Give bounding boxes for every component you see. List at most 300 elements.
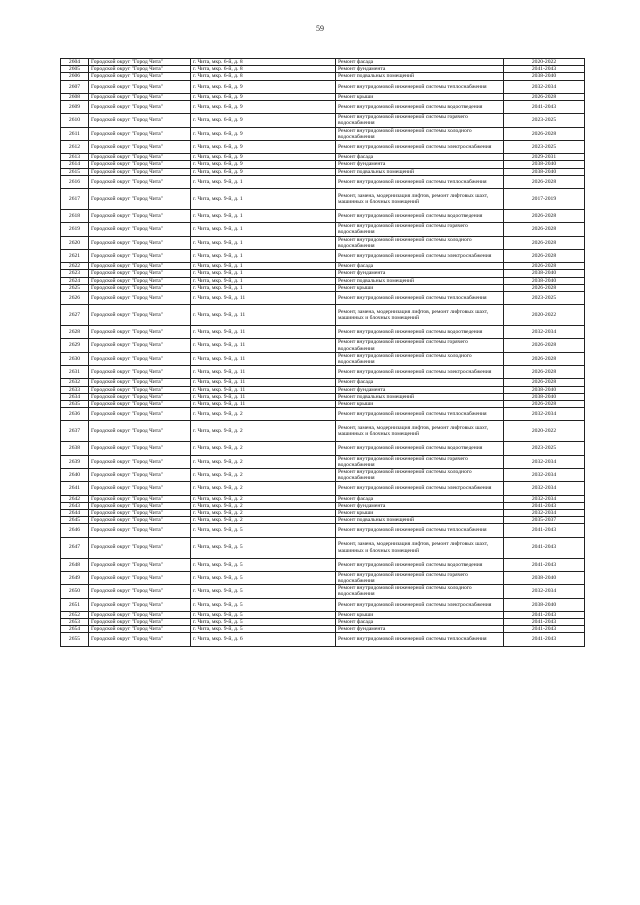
municipality-cell: Городской округ "Город Чита" (89, 482, 191, 495)
address-cell: г. Чита, мкр. 9-й, д. 11 (191, 326, 336, 339)
row-number: 2625 (61, 284, 89, 291)
address-cell: г. Чита, мкр. 9-й, д. 5 (191, 571, 336, 584)
repair-schedule-table (60, 58, 585, 647)
period-cell: 2023-2025 (504, 291, 585, 304)
period-cell: 2041-2043 (504, 66, 585, 73)
municipality-cell: Городской округ "Город Чита" (89, 442, 191, 455)
municipality-cell: Городской округ "Город Чита" (89, 141, 191, 154)
work-type-cell: Ремонт внутридомовой инженерной системы теплоснабжения (336, 175, 504, 188)
municipality-cell: Городской округ "Город Чита" (89, 524, 191, 537)
municipality-cell: Городской округ "Город Чита" (89, 66, 191, 73)
municipality-cell: Городской округ "Город Чита" (89, 236, 191, 249)
table-row (61, 408, 585, 421)
work-type-cell: Ремонт внутридомовой инженерной системы холодного водоснабжения (336, 468, 504, 481)
address-cell: г. Чита, мкр. 9-й, д. 1 (191, 175, 336, 188)
table-row (61, 421, 585, 442)
municipality-cell: Городской округ "Город Чита" (89, 277, 191, 284)
period-cell: 2038-2040 (504, 386, 585, 393)
address-cell: г. Чита, мкр. 9-й, д. 11 (191, 379, 336, 386)
table-row (61, 127, 585, 140)
period-cell: 2038-2040 (504, 571, 585, 584)
table-row (61, 352, 585, 365)
row-number: 2646 (61, 524, 89, 537)
table-row (61, 80, 585, 93)
municipality-cell: Городской округ "Город Чита" (89, 537, 191, 558)
address-cell: г. Чита, мкр. 9-й, д. 1 (191, 270, 336, 277)
table-row (61, 366, 585, 379)
work-type-cell: Ремонт фундамента (336, 386, 504, 393)
municipality-cell: Городской округ "Город Чита" (89, 188, 191, 209)
row-number: 2620 (61, 236, 89, 249)
period-cell: 2041-2043 (504, 537, 585, 558)
work-type-cell: Ремонт подвальных помещений (336, 73, 504, 80)
row-number: 2631 (61, 366, 89, 379)
period-cell: 2038-2040 (504, 161, 585, 168)
address-cell: г. Чита, мкр. 9-й, д. 5 (191, 618, 336, 625)
row-number: 2612 (61, 141, 89, 154)
work-type-cell: Ремонт фасада (336, 154, 504, 161)
work-type-cell: Ремонт, замена, модернизация лифтов, ремонт лифтовых шахт, машинных и блочных помещений (336, 305, 504, 326)
address-cell: г. Чита, мкр. 9-й, д. 2 (191, 468, 336, 481)
work-type-cell: Ремонт внутридомовой инженерной системы теплоснабжения (336, 633, 504, 646)
work-type-cell: Ремонт внутридомовой инженерной системы горячего водоснабжения (336, 114, 504, 127)
row-number: 2649 (61, 571, 89, 584)
municipality-cell: Городской округ "Город Чита" (89, 379, 191, 386)
table-row (61, 442, 585, 455)
address-cell: г. Чита, мкр. 6-й, д. 9 (191, 168, 336, 175)
address-cell: г. Чита, мкр. 6-й, д. 9 (191, 154, 336, 161)
municipality-cell: Городской округ "Город Чита" (89, 386, 191, 393)
address-cell: г. Чита, мкр. 6-й, д. 9 (191, 127, 336, 140)
row-number: 2609 (61, 101, 89, 114)
row-number: 2618 (61, 209, 89, 222)
municipality-cell: Городской округ "Город Чита" (89, 633, 191, 646)
period-cell: 2026-2028 (504, 379, 585, 386)
municipality-cell: Городской округ "Город Чита" (89, 509, 191, 516)
address-cell: г. Чита, мкр. 9-й, д. 2 (191, 502, 336, 509)
table-row (61, 73, 585, 80)
page-number: 59 (316, 24, 324, 33)
period-cell: 2038-2040 (504, 393, 585, 400)
row-number: 2655 (61, 633, 89, 646)
municipality-cell: Городской округ "Город Чита" (89, 571, 191, 584)
row-number: 2638 (61, 442, 89, 455)
address-cell: г. Чита, мкр. 9-й, д. 11 (191, 339, 336, 352)
work-type-cell: Ремонт крыши (336, 509, 504, 516)
address-cell: г. Чита, мкр. 9-й, д. 11 (191, 393, 336, 400)
address-cell: г. Чита, мкр. 9-й, д. 5 (191, 611, 336, 618)
municipality-cell: Городской округ "Город Чита" (89, 291, 191, 304)
municipality-cell: Городской округ "Город Чита" (89, 502, 191, 509)
table-row (61, 509, 585, 516)
row-number: 2606 (61, 73, 89, 80)
municipality-cell: Городской округ "Город Чита" (89, 455, 191, 468)
table-row (61, 284, 585, 291)
address-cell: г. Чита, мкр. 6-й, д. 9 (191, 161, 336, 168)
work-type-cell: Ремонт фасада (336, 618, 504, 625)
period-cell: 2026-2028 (504, 263, 585, 270)
row-number: 2608 (61, 93, 89, 100)
municipality-cell: Городской округ "Город Чита" (89, 618, 191, 625)
table-row (61, 209, 585, 222)
period-cell: 2038-2040 (504, 598, 585, 611)
municipality-cell: Городской округ "Город Чита" (89, 73, 191, 80)
row-number: 2639 (61, 455, 89, 468)
municipality-cell: Городской округ "Город Чита" (89, 175, 191, 188)
address-cell: г. Чита, мкр. 9-й, д. 5 (191, 537, 336, 558)
row-number: 2611 (61, 127, 89, 140)
period-cell: 2041-2043 (504, 558, 585, 571)
table-row (61, 114, 585, 127)
table-row (61, 223, 585, 236)
municipality-cell: Городской округ "Город Чита" (89, 80, 191, 93)
municipality-cell: Городской округ "Город Чита" (89, 366, 191, 379)
row-number: 2630 (61, 352, 89, 365)
table-row (61, 468, 585, 481)
municipality-cell: Городской округ "Город Чита" (89, 305, 191, 326)
period-cell: 2026-2028 (504, 127, 585, 140)
work-type-cell: Ремонт крыши (336, 611, 504, 618)
row-number: 2623 (61, 270, 89, 277)
table-row (61, 154, 585, 161)
table-row (61, 611, 585, 618)
period-cell: 2026-2028 (504, 236, 585, 249)
row-number: 2647 (61, 537, 89, 558)
work-type-cell: Ремонт внутридомовой инженерной системы электроснабжения (336, 598, 504, 611)
period-cell: 2032-2034 (504, 80, 585, 93)
work-type-cell: Ремонт внутридомовой инженерной системы теплоснабжения (336, 80, 504, 93)
row-number: 2613 (61, 154, 89, 161)
row-number: 2622 (61, 263, 89, 270)
address-cell: г. Чита, мкр. 6-й, д. 8 (191, 73, 336, 80)
period-cell: 2029-2031 (504, 154, 585, 161)
municipality-cell: Городской округ "Город Чита" (89, 209, 191, 222)
address-cell: г. Чита, мкр. 9-й, д. 5 (191, 558, 336, 571)
period-cell: 2032-2034 (504, 326, 585, 339)
address-cell: г. Чита, мкр. 6-й, д. 9 (191, 141, 336, 154)
period-cell: 2038-2040 (504, 270, 585, 277)
address-cell: г. Чита, мкр. 9-й, д. 2 (191, 442, 336, 455)
table-body (61, 59, 585, 647)
table-row (61, 249, 585, 262)
work-type-cell: Ремонт фасада (336, 263, 504, 270)
period-cell: 2017-2019 (504, 188, 585, 209)
work-type-cell: Ремонт внутридомовой инженерной системы водоотведения (336, 558, 504, 571)
period-cell: 2032-2034 (504, 455, 585, 468)
municipality-cell: Городской округ "Город Чита" (89, 598, 191, 611)
municipality-cell: Городской округ "Город Чита" (89, 127, 191, 140)
period-cell: 2026-2028 (504, 249, 585, 262)
period-cell: 2023-2025 (504, 442, 585, 455)
work-type-cell: Ремонт внутридомовой инженерной системы электроснабжения (336, 482, 504, 495)
municipality-cell: Городской округ "Город Чита" (89, 517, 191, 524)
table-row (61, 482, 585, 495)
row-number: 2652 (61, 611, 89, 618)
municipality-cell: Городской округ "Город Чита" (89, 93, 191, 100)
period-cell: 2041-2043 (504, 502, 585, 509)
period-cell: 2038-2040 (504, 168, 585, 175)
table-row (61, 59, 585, 66)
row-number: 2643 (61, 502, 89, 509)
table-row (61, 379, 585, 386)
table-row (61, 161, 585, 168)
work-type-cell: Ремонт, замена, модернизация лифтов, ремонт лифтовых шахт, машинных и блочных помещений (336, 421, 504, 442)
table-row (61, 339, 585, 352)
row-number: 2627 (61, 305, 89, 326)
address-cell: г. Чита, мкр. 9-й, д. 2 (191, 482, 336, 495)
municipality-cell: Городской округ "Город Чита" (89, 114, 191, 127)
row-number: 2640 (61, 468, 89, 481)
table-row (61, 326, 585, 339)
work-type-cell: Ремонт внутридомовой инженерной системы холодного водоснабжения (336, 585, 504, 598)
work-type-cell: Ремонт внутридомовой инженерной системы теплоснабжения (336, 291, 504, 304)
period-cell: 2026-2028 (504, 223, 585, 236)
period-cell: 2026-2028 (504, 175, 585, 188)
address-cell: г. Чита, мкр. 9-й, д. 1 (191, 277, 336, 284)
municipality-cell: Городской округ "Город Чита" (89, 270, 191, 277)
period-cell: 2026-2028 (504, 366, 585, 379)
address-cell: г. Чита, мкр. 9-й, д. 1 (191, 223, 336, 236)
work-type-cell: Ремонт внутридомовой инженерной системы электроснабжения (336, 366, 504, 379)
row-number: 2610 (61, 114, 89, 127)
table-row (61, 517, 585, 524)
period-cell: 2032-2034 (504, 585, 585, 598)
period-cell: 2035-2037 (504, 517, 585, 524)
row-number: 2653 (61, 618, 89, 625)
table-row (61, 537, 585, 558)
row-number: 2621 (61, 249, 89, 262)
table-row (61, 66, 585, 73)
period-cell: 2038-2040 (504, 73, 585, 80)
table-row (61, 188, 585, 209)
address-cell: г. Чита, мкр. 9-й, д. 2 (191, 495, 336, 502)
period-cell: 2026-2028 (504, 352, 585, 365)
row-number: 2654 (61, 626, 89, 633)
period-cell: 2032-2034 (504, 468, 585, 481)
period-cell: 2041-2043 (504, 633, 585, 646)
work-type-cell: Ремонт фасада (336, 495, 504, 502)
municipality-cell: Городской округ "Город Чита" (89, 223, 191, 236)
work-type-cell: Ремонт внутридомовой инженерной системы холодного водоснабжения (336, 236, 504, 249)
address-cell: г. Чита, мкр. 9-й, д. 2 (191, 408, 336, 421)
table-row (61, 175, 585, 188)
address-cell: г. Чита, мкр. 9-й, д. 1 (191, 209, 336, 222)
period-cell: 2032-2034 (504, 408, 585, 421)
municipality-cell: Городской округ "Город Чита" (89, 408, 191, 421)
address-cell: г. Чита, мкр. 9-й, д. 5 (191, 598, 336, 611)
row-number: 2607 (61, 80, 89, 93)
row-number: 2624 (61, 277, 89, 284)
municipality-cell: Городской округ "Город Чита" (89, 339, 191, 352)
table-row (61, 618, 585, 625)
address-cell: г. Чита, мкр. 9-й, д. 11 (191, 305, 336, 326)
table-row (61, 455, 585, 468)
table-row (61, 168, 585, 175)
row-number: 2637 (61, 421, 89, 442)
row-number: 2641 (61, 482, 89, 495)
work-type-cell: Ремонт, замена, модернизация лифтов, ремонт лифтовых шахт, машинных и блочных помещений (336, 188, 504, 209)
address-cell: г. Чита, мкр. 6-й, д. 9 (191, 80, 336, 93)
address-cell: г. Чита, мкр. 9-й, д. 5 (191, 585, 336, 598)
table-row (61, 101, 585, 114)
work-type-cell: Ремонт фасада (336, 59, 504, 66)
period-cell: 2041-2043 (504, 618, 585, 625)
municipality-cell: Городской округ "Город Чита" (89, 161, 191, 168)
address-cell: г. Чита, мкр. 9-й, д. 1 (191, 188, 336, 209)
table-row (61, 277, 585, 284)
work-type-cell: Ремонт фундамента (336, 626, 504, 633)
work-type-cell: Ремонт подвальных помещений (336, 168, 504, 175)
municipality-cell: Городской округ "Город Чита" (89, 59, 191, 66)
address-cell: г. Чита, мкр. 6-й, д. 9 (191, 101, 336, 114)
municipality-cell: Городской округ "Город Чита" (89, 263, 191, 270)
work-type-cell: Ремонт, замена, модернизация лифтов, ремонт лифтовых шахт, машинных и блочных помещений (336, 537, 504, 558)
table-row (61, 270, 585, 277)
municipality-cell: Городской округ "Город Чита" (89, 421, 191, 442)
municipality-cell: Городской округ "Город Чита" (89, 168, 191, 175)
period-cell: 2026-2028 (504, 339, 585, 352)
period-cell: 2023-2025 (504, 114, 585, 127)
table-row (61, 305, 585, 326)
municipality-cell: Городской округ "Город Чита" (89, 284, 191, 291)
work-type-cell: Ремонт внутридомовой инженерной системы электроснабжения (336, 249, 504, 262)
row-number: 2626 (61, 291, 89, 304)
address-cell: г. Чита, мкр. 9-й, д. 11 (191, 352, 336, 365)
table-row (61, 141, 585, 154)
work-type-cell: Ремонт внутридомовой инженерной системы горячего водоснабжения (336, 455, 504, 468)
period-cell: 2032-2034 (504, 482, 585, 495)
municipality-cell: Городской округ "Город Чита" (89, 495, 191, 502)
work-type-cell: Ремонт подвальных помещений (336, 393, 504, 400)
period-cell: 2041-2043 (504, 524, 585, 537)
row-number: 2648 (61, 558, 89, 571)
row-number: 2617 (61, 188, 89, 209)
address-cell: г. Чита, мкр. 9-й, д. 2 (191, 421, 336, 442)
municipality-cell: Городской округ "Город Чита" (89, 468, 191, 481)
row-number: 2615 (61, 168, 89, 175)
row-number: 2642 (61, 495, 89, 502)
period-cell: 2041-2043 (504, 611, 585, 618)
address-cell: г. Чита, мкр. 6-й, д. 9 (191, 93, 336, 100)
table-row (61, 263, 585, 270)
table-row (61, 386, 585, 393)
period-cell: 2020-2022 (504, 421, 585, 442)
row-number: 2644 (61, 509, 89, 516)
table-row (61, 93, 585, 100)
table-row (61, 558, 585, 571)
municipality-cell: Городской округ "Город Чита" (89, 585, 191, 598)
address-cell: г. Чита, мкр. 9-й, д. 2 (191, 455, 336, 468)
work-type-cell: Ремонт внутридомовой инженерной системы теплоснабжения (336, 524, 504, 537)
period-cell: 2026-2028 (504, 93, 585, 100)
period-cell: 2020-2022 (504, 305, 585, 326)
work-type-cell: Ремонт внутридомовой инженерной системы холодного водоснабжения (336, 127, 504, 140)
work-type-cell: Ремонт внутридомовой инженерной системы водоотведения (336, 101, 504, 114)
row-number: 2632 (61, 379, 89, 386)
period-cell: 2038-2040 (504, 277, 585, 284)
address-cell: г. Чита, мкр. 9-й, д. 5 (191, 626, 336, 633)
address-cell: г. Чита, мкр. 9-й, д. 1 (191, 249, 336, 262)
address-cell: г. Чита, мкр. 9-й, д. 11 (191, 291, 336, 304)
row-number: 2614 (61, 161, 89, 168)
row-number: 2636 (61, 408, 89, 421)
row-number: 2651 (61, 598, 89, 611)
address-cell: г. Чита, мкр. 9-й, д. 1 (191, 236, 336, 249)
municipality-cell: Городской округ "Город Чита" (89, 558, 191, 571)
table-row (61, 393, 585, 400)
municipality-cell: Городской округ "Город Чита" (89, 326, 191, 339)
work-type-cell: Ремонт подвальных помещений (336, 517, 504, 524)
municipality-cell: Городской округ "Город Чита" (89, 101, 191, 114)
work-type-cell: Ремонт фундамента (336, 161, 504, 168)
period-cell: 2020-2022 (504, 59, 585, 66)
address-cell: г. Чита, мкр. 9-й, д. 2 (191, 517, 336, 524)
address-cell: г. Чита, мкр. 9-й, д. 2 (191, 509, 336, 516)
municipality-cell: Городской округ "Город Чита" (89, 249, 191, 262)
period-cell: 2026-2028 (504, 209, 585, 222)
address-cell: г. Чита, мкр. 9-й, д. 1 (191, 263, 336, 270)
table-row (61, 524, 585, 537)
row-number: 2616 (61, 175, 89, 188)
address-cell: г. Чита, мкр. 9-й, д. 1 (191, 284, 336, 291)
row-number: 2635 (61, 400, 89, 407)
period-cell: 2023-2025 (504, 141, 585, 154)
table-row (61, 571, 585, 584)
table-row (61, 400, 585, 407)
municipality-cell: Городской округ "Город Чита" (89, 400, 191, 407)
municipality-cell: Городской округ "Город Чита" (89, 611, 191, 618)
work-type-cell: Ремонт внутридомовой инженерной системы водоотведения (336, 442, 504, 455)
row-number: 2634 (61, 393, 89, 400)
work-type-cell: Ремонт внутридомовой инженерной системы горячего водоснабжения (336, 339, 504, 352)
work-type-cell: Ремонт внутридомовой инженерной системы горячего водоснабжения (336, 223, 504, 236)
period-cell: 2041-2043 (504, 101, 585, 114)
period-cell: 2026-2028 (504, 284, 585, 291)
table-row (61, 236, 585, 249)
row-number: 2629 (61, 339, 89, 352)
table-row (61, 626, 585, 633)
period-cell: 2032-2034 (504, 509, 585, 516)
work-type-cell: Ремонт крыши (336, 400, 504, 407)
work-type-cell: Ремонт крыши (336, 284, 504, 291)
municipality-cell: Городской округ "Город Чита" (89, 352, 191, 365)
table-row (61, 633, 585, 646)
municipality-cell: Городской округ "Город Чита" (89, 154, 191, 161)
row-number: 2628 (61, 326, 89, 339)
work-type-cell: Ремонт внутридомовой инженерной системы водоотведения (336, 209, 504, 222)
row-number: 2633 (61, 386, 89, 393)
address-cell: г. Чита, мкр. 9-й, д. 11 (191, 400, 336, 407)
address-cell: г. Чита, мкр. 9-й, д. 5 (191, 524, 336, 537)
work-type-cell: Ремонт внутридомовой инженерной системы теплоснабжения (336, 408, 504, 421)
period-cell: 2041-2043 (504, 626, 585, 633)
table-row (61, 291, 585, 304)
address-cell: г. Чита, мкр. 6-й, д. 8 (191, 66, 336, 73)
work-type-cell: Ремонт внутридомовой инженерной системы электроснабжения (336, 141, 504, 154)
work-type-cell: Ремонт фундамента (336, 270, 504, 277)
address-cell: г. Чита, мкр. 6-й, д. 9 (191, 114, 336, 127)
work-type-cell: Ремонт внутридомовой инженерной системы холодного водоснабжения (336, 352, 504, 365)
work-type-cell: Ремонт внутридомовой инженерной системы водоотведения (336, 326, 504, 339)
row-number: 2605 (61, 66, 89, 73)
work-type-cell: Ремонт подвальных помещений (336, 277, 504, 284)
period-cell: 2026-2028 (504, 400, 585, 407)
work-type-cell: Ремонт фундамента (336, 66, 504, 73)
address-cell: г. Чита, мкр. 9-й, д. 11 (191, 386, 336, 393)
table-row (61, 495, 585, 502)
municipality-cell: Городской округ "Город Чита" (89, 626, 191, 633)
work-type-cell: Ремонт крыши (336, 93, 504, 100)
